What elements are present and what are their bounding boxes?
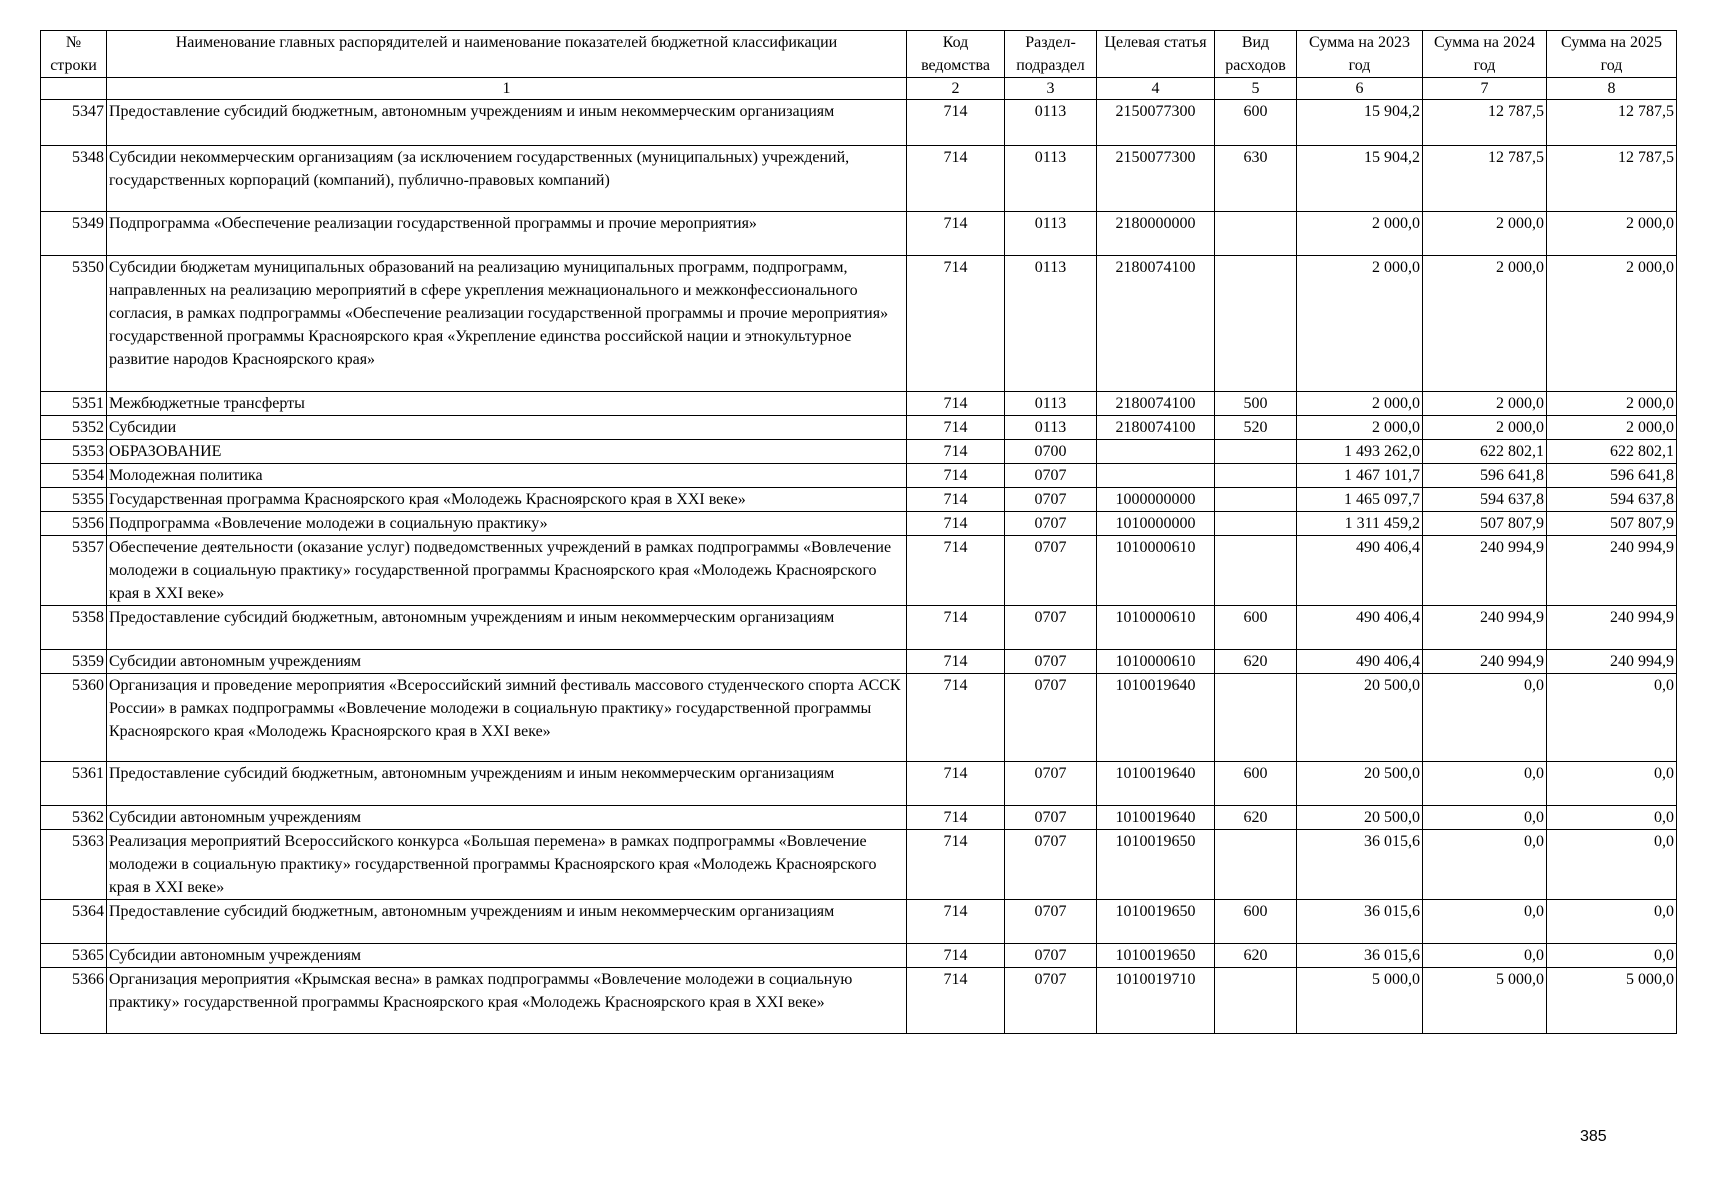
indicator-name: Организация мероприятия «Крымская весна» в рамках подпрограммы «Вовлечение молодежи в социальную практику» государственной программы Красноярского края «Молодежь Красноярского края в XXI веке» [107, 968, 907, 1034]
target-article: 2180074100 [1097, 416, 1215, 440]
row-number: 5366 [41, 968, 107, 1034]
row-number: 5362 [41, 806, 107, 830]
row-number: 5352 [41, 416, 107, 440]
target-article: 1010000000 [1097, 512, 1215, 536]
section-code: 0707 [1005, 606, 1097, 650]
expense-type: 600 [1215, 762, 1297, 806]
sum-2024: 2 000,0 [1423, 256, 1547, 392]
section-code: 0113 [1005, 416, 1097, 440]
expense-type: 520 [1215, 416, 1297, 440]
page-number: 385 [1580, 1128, 1607, 1145]
sum-2023: 36 015,6 [1297, 830, 1423, 900]
table-body [41, 100, 1677, 1034]
sum-2025: 12 787,5 [1547, 146, 1677, 212]
section-code: 0707 [1005, 900, 1097, 944]
sum-2024: 0,0 [1423, 944, 1547, 968]
indicator-name: Субсидии [107, 416, 907, 440]
sum-2024: 2 000,0 [1423, 212, 1547, 256]
sum-2023: 490 406,4 [1297, 536, 1423, 606]
sum-2023: 15 904,2 [1297, 146, 1423, 212]
sum-2025: 240 994,9 [1547, 536, 1677, 606]
table-row [41, 762, 1677, 806]
budget-table [40, 30, 1677, 1034]
header-target-article: Целевая статья [1097, 31, 1215, 78]
section-code: 0707 [1005, 512, 1097, 536]
sum-2023: 1 493 262,0 [1297, 440, 1423, 464]
budget-sheet [40, 30, 1677, 1034]
row-number: 5354 [41, 464, 107, 488]
sum-2023: 36 015,6 [1297, 944, 1423, 968]
department-code: 714 [907, 806, 1005, 830]
row-number: 5361 [41, 762, 107, 806]
department-code: 714 [907, 440, 1005, 464]
table-header-row [41, 31, 1677, 78]
department-code: 714 [907, 464, 1005, 488]
sum-2024: 594 637,8 [1423, 488, 1547, 512]
table-row [41, 256, 1677, 392]
sum-2023: 490 406,4 [1297, 606, 1423, 650]
row-number: 5364 [41, 900, 107, 944]
department-code: 714 [907, 100, 1005, 146]
column-index [41, 78, 107, 100]
row-number: 5359 [41, 650, 107, 674]
table-row [41, 944, 1677, 968]
sum-2023: 2 000,0 [1297, 392, 1423, 416]
table-row [41, 440, 1677, 464]
header-sum-2023: Сумма на 2023 год [1297, 31, 1423, 78]
section-code: 0707 [1005, 830, 1097, 900]
sum-2024: 240 994,9 [1423, 536, 1547, 606]
section-code: 0707 [1005, 488, 1097, 512]
expense-type [1215, 830, 1297, 900]
indicator-name: Реализация мероприятий Всероссийского конкурса «Большая перемена» в рамках подпрограммы «Вовлечение молодежи в социальную практику» государственной программы Красноярского края «Молодежь Красноярского края в XXI веке» [107, 830, 907, 900]
column-index: 8 [1547, 78, 1677, 100]
department-code: 714 [907, 944, 1005, 968]
sum-2024: 0,0 [1423, 674, 1547, 762]
column-index: 4 [1097, 78, 1215, 100]
header-section: Раздел-подраздел [1005, 31, 1097, 78]
sum-2023: 2 000,0 [1297, 416, 1423, 440]
target-article: 1010000610 [1097, 536, 1215, 606]
indicator-name: Субсидии автономным учреждениям [107, 944, 907, 968]
row-number: 5363 [41, 830, 107, 900]
section-code: 0113 [1005, 100, 1097, 146]
sum-2024: 12 787,5 [1423, 146, 1547, 212]
sum-2025: 0,0 [1547, 674, 1677, 762]
sum-2025: 0,0 [1547, 830, 1677, 900]
sum-2023: 1 467 101,7 [1297, 464, 1423, 488]
section-code: 0113 [1005, 256, 1097, 392]
sum-2025: 2 000,0 [1547, 256, 1677, 392]
sum-2025: 240 994,9 [1547, 606, 1677, 650]
department-code: 714 [907, 416, 1005, 440]
indicator-name: Субсидии автономным учреждениям [107, 806, 907, 830]
department-code: 714 [907, 650, 1005, 674]
section-code: 0707 [1005, 944, 1097, 968]
expense-type: 600 [1215, 606, 1297, 650]
sum-2025: 2 000,0 [1547, 392, 1677, 416]
table-row [41, 900, 1677, 944]
department-code: 714 [907, 212, 1005, 256]
target-article: 1010019650 [1097, 944, 1215, 968]
section-code: 0707 [1005, 674, 1097, 762]
sum-2023: 20 500,0 [1297, 806, 1423, 830]
sum-2025: 622 802,1 [1547, 440, 1677, 464]
sum-2024: 622 802,1 [1423, 440, 1547, 464]
section-code: 0707 [1005, 762, 1097, 806]
row-number: 5347 [41, 100, 107, 146]
indicator-name: Субсидии автономным учреждениям [107, 650, 907, 674]
sum-2025: 12 787,5 [1547, 100, 1677, 146]
sum-2023: 2 000,0 [1297, 256, 1423, 392]
section-code: 0700 [1005, 440, 1097, 464]
indicator-name: Субсидии некоммерческим организациям (за исключением государственных (муниципальных) учреждений, государственных корпораций (компаний), публично-правовых компаний) [107, 146, 907, 212]
department-code: 714 [907, 606, 1005, 650]
sum-2024: 0,0 [1423, 806, 1547, 830]
indicator-name: Обеспечение деятельности (оказание услуг) подведомственных учреждений в рамках подпрограммы «Вовлечение молодежи в социальную практику» государственной программы Красноярского края «Молодежь Красноярского края в XXI веке» [107, 536, 907, 606]
table-row [41, 806, 1677, 830]
sum-2023: 20 500,0 [1297, 762, 1423, 806]
sum-2024: 0,0 [1423, 900, 1547, 944]
table-row [41, 606, 1677, 650]
sum-2023: 2 000,0 [1297, 212, 1423, 256]
sum-2024: 2 000,0 [1423, 416, 1547, 440]
table-row [41, 146, 1677, 212]
header-department-code: Код ведомства [907, 31, 1005, 78]
sum-2023: 36 015,6 [1297, 900, 1423, 944]
sum-2023: 5 000,0 [1297, 968, 1423, 1034]
expense-type: 620 [1215, 650, 1297, 674]
sum-2023: 15 904,2 [1297, 100, 1423, 146]
indicator-name: Молодежная политика [107, 464, 907, 488]
sum-2023: 1 311 459,2 [1297, 512, 1423, 536]
table-row [41, 488, 1677, 512]
row-number: 5360 [41, 674, 107, 762]
expense-type [1215, 968, 1297, 1034]
expense-type [1215, 536, 1297, 606]
sum-2024: 596 641,8 [1423, 464, 1547, 488]
header-expense-type: Вид расходов [1215, 31, 1297, 78]
table-row [41, 968, 1677, 1034]
row-number: 5353 [41, 440, 107, 464]
sum-2024: 507 807,9 [1423, 512, 1547, 536]
table-row [41, 830, 1677, 900]
sum-2024: 12 787,5 [1423, 100, 1547, 146]
header-sum-2024: Сумма на 2024 год [1423, 31, 1547, 78]
indicator-name: Подпрограмма «Обеспечение реализации государственной программы и прочие мероприятия» [107, 212, 907, 256]
target-article: 1000000000 [1097, 488, 1215, 512]
row-number: 5350 [41, 256, 107, 392]
expense-type [1215, 674, 1297, 762]
section-code: 0707 [1005, 536, 1097, 606]
department-code: 714 [907, 488, 1005, 512]
target-article: 1010019640 [1097, 674, 1215, 762]
sum-2025: 5 000,0 [1547, 968, 1677, 1034]
target-article: 1010019640 [1097, 762, 1215, 806]
section-code: 0113 [1005, 212, 1097, 256]
target-article: 1010019650 [1097, 830, 1215, 900]
expense-type: 600 [1215, 100, 1297, 146]
department-code: 714 [907, 512, 1005, 536]
header-name: Наименование главных распорядителей и наименование показателей бюджетной классификации [107, 31, 907, 78]
indicator-name: Предоставление субсидий бюджетным, автономным учреждениям и иным некоммерческим организациям [107, 900, 907, 944]
expense-type [1215, 488, 1297, 512]
sum-2025: 594 637,8 [1547, 488, 1677, 512]
section-code: 0113 [1005, 392, 1097, 416]
department-code: 714 [907, 830, 1005, 900]
department-code: 714 [907, 674, 1005, 762]
sum-2024: 240 994,9 [1423, 606, 1547, 650]
department-code: 714 [907, 146, 1005, 212]
expense-type: 500 [1215, 392, 1297, 416]
expense-type [1215, 212, 1297, 256]
department-code: 714 [907, 762, 1005, 806]
indicator-name: Субсидии бюджетам муниципальных образований на реализацию муниципальных программ, подпрограмм, направленных на реализацию мероприятий в сфере укрепления межнационального и межконфессионального согласия, в рамках подпрограммы «Обеспечение реализации государственной программы и прочие мероприятия» государственной программы Красноярского края «Укрепление единства российской нации и этнокультурное развитие народов Красноярского края» [107, 256, 907, 392]
table-row [41, 212, 1677, 256]
sum-2025: 0,0 [1547, 944, 1677, 968]
sum-2023: 490 406,4 [1297, 650, 1423, 674]
department-code: 714 [907, 968, 1005, 1034]
target-article: 1010000610 [1097, 606, 1215, 650]
table-row [41, 674, 1677, 762]
row-number: 5357 [41, 536, 107, 606]
target-article [1097, 464, 1215, 488]
sum-2024: 2 000,0 [1423, 392, 1547, 416]
sum-2025: 507 807,9 [1547, 512, 1677, 536]
section-code: 0707 [1005, 806, 1097, 830]
row-number: 5358 [41, 606, 107, 650]
indicator-name: Подпрограмма «Вовлечение молодежи в социальную практику» [107, 512, 907, 536]
column-index: 1 [107, 78, 907, 100]
sum-2025: 0,0 [1547, 762, 1677, 806]
section-code: 0113 [1005, 146, 1097, 212]
sum-2024: 0,0 [1423, 830, 1547, 900]
expense-type [1215, 512, 1297, 536]
header-sum-2025: Сумма на 2025 год [1547, 31, 1677, 78]
sum-2024: 0,0 [1423, 762, 1547, 806]
table-row [41, 536, 1677, 606]
row-number: 5348 [41, 146, 107, 212]
expense-type [1215, 256, 1297, 392]
sum-2023: 20 500,0 [1297, 674, 1423, 762]
column-index: 7 [1423, 78, 1547, 100]
expense-type: 620 [1215, 944, 1297, 968]
column-index: 3 [1005, 78, 1097, 100]
indicator-name: Предоставление субсидий бюджетным, автономным учреждениям и иным некоммерческим организациям [107, 100, 907, 146]
target-article: 2180074100 [1097, 392, 1215, 416]
expense-type [1215, 440, 1297, 464]
table-row [41, 512, 1677, 536]
indicator-name: Предоставление субсидий бюджетным, автономным учреждениям и иным некоммерческим организациям [107, 762, 907, 806]
sum-2025: 0,0 [1547, 806, 1677, 830]
table-row [41, 464, 1677, 488]
sum-2025: 596 641,8 [1547, 464, 1677, 488]
sum-2025: 2 000,0 [1547, 212, 1677, 256]
table-row [41, 100, 1677, 146]
indicator-name: Организация и проведение мероприятия «Всероссийский зимний фестиваль массового студенческого спорта АССК России» в рамках подпрограммы «Вовлечение молодежи в социальную практику» государственной программы Красноярского края «Молодежь Красноярского края в XXI веке» [107, 674, 907, 762]
section-code: 0707 [1005, 464, 1097, 488]
department-code: 714 [907, 392, 1005, 416]
column-index: 5 [1215, 78, 1297, 100]
expense-type [1215, 464, 1297, 488]
expense-type: 600 [1215, 900, 1297, 944]
table-row [41, 416, 1677, 440]
column-index-row [41, 78, 1677, 100]
target-article [1097, 440, 1215, 464]
expense-type: 620 [1215, 806, 1297, 830]
target-article: 2150077300 [1097, 100, 1215, 146]
expense-type: 630 [1215, 146, 1297, 212]
indicator-name: Межбюджетные трансферты [107, 392, 907, 416]
row-number: 5365 [41, 944, 107, 968]
row-number: 5356 [41, 512, 107, 536]
header-row-number: № строки [41, 31, 107, 78]
table-row [41, 650, 1677, 674]
row-number: 5351 [41, 392, 107, 416]
sum-2025: 0,0 [1547, 900, 1677, 944]
section-code: 0707 [1005, 968, 1097, 1034]
target-article: 1010019650 [1097, 900, 1215, 944]
table-row [41, 392, 1677, 416]
target-article: 1010000610 [1097, 650, 1215, 674]
sum-2024: 240 994,9 [1423, 650, 1547, 674]
target-article: 1010019710 [1097, 968, 1215, 1034]
row-number: 5349 [41, 212, 107, 256]
sum-2025: 240 994,9 [1547, 650, 1677, 674]
sum-2024: 5 000,0 [1423, 968, 1547, 1034]
indicator-name: Предоставление субсидий бюджетным, автономным учреждениям и иным некоммерческим организациям [107, 606, 907, 650]
target-article: 2180000000 [1097, 212, 1215, 256]
sum-2025: 2 000,0 [1547, 416, 1677, 440]
row-number: 5355 [41, 488, 107, 512]
department-code: 714 [907, 900, 1005, 944]
indicator-name: Государственная программа Красноярского края «Молодежь Красноярского края в XXI веке» [107, 488, 907, 512]
target-article: 2150077300 [1097, 146, 1215, 212]
sum-2023: 1 465 097,7 [1297, 488, 1423, 512]
department-code: 714 [907, 536, 1005, 606]
column-index: 2 [907, 78, 1005, 100]
section-code: 0707 [1005, 650, 1097, 674]
column-index: 6 [1297, 78, 1423, 100]
target-article: 2180074100 [1097, 256, 1215, 392]
department-code: 714 [907, 256, 1005, 392]
indicator-name: ОБРАЗОВАНИЕ [107, 440, 907, 464]
target-article: 1010019640 [1097, 806, 1215, 830]
